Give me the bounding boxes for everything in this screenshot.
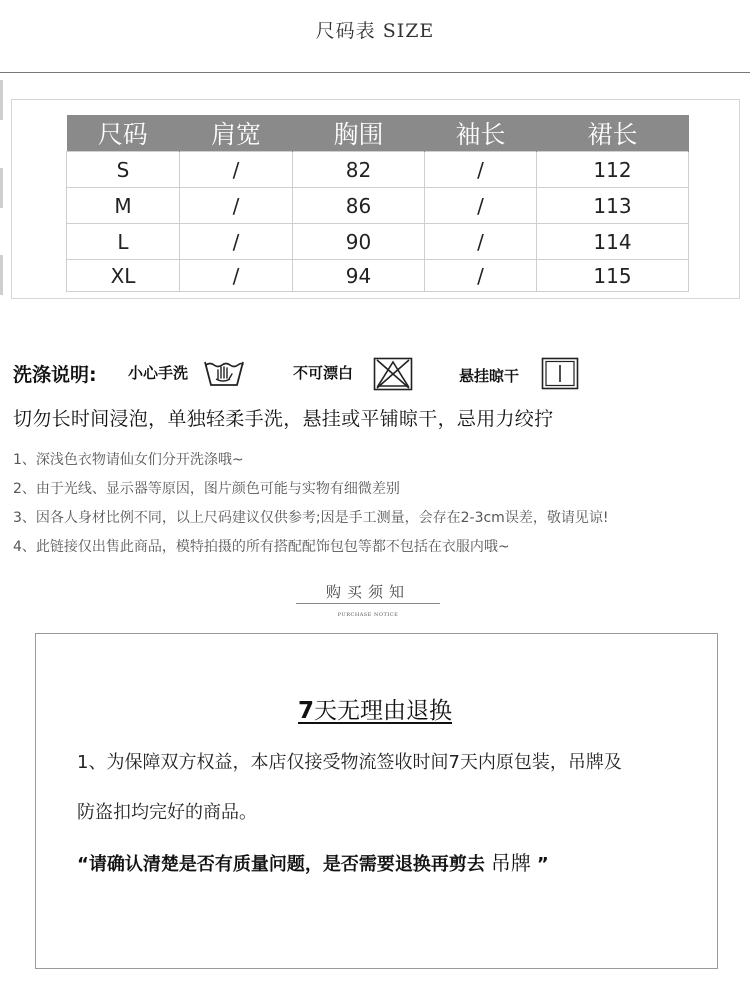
policy-reminder: [77, 847, 549, 876]
table-cell: /: [425, 224, 537, 260]
table-cell: XL: [67, 260, 180, 292]
purchase-notice-title: 购买须知: [325, 583, 410, 601]
table-cell: /: [180, 152, 293, 188]
reminder-close-quote: ”: [536, 854, 549, 875]
wash-heading: 洗涤说明:: [13, 364, 97, 386]
column-header-skirt-length: 裙长: [537, 115, 689, 152]
table-row: [67, 188, 689, 224]
policy-line: 1、为保障双方权益，本店仅接受物流签收时间7天内原包装，吊牌及: [77, 752, 622, 773]
table-cell: 112: [537, 152, 689, 188]
note-item: 3、因各人身材比例不同，以上尺码建议仅供参考;因是手工测量，会存在2-3cm误差，敬请见谅!: [13, 510, 609, 526]
table-cell: /: [425, 152, 537, 188]
no-bleach-icon: [373, 357, 413, 391]
note-item: 1、深浅色衣物请仙女们分开洗涤哦~: [13, 452, 244, 468]
hand-wash-icon: [203, 355, 245, 389]
no-bleach-label: 不可漂白: [293, 364, 354, 382]
hand-wash-label: 小心手洗: [128, 364, 189, 382]
column-header-shoulder: 肩宽: [180, 115, 293, 152]
table-cell: 114: [537, 224, 689, 260]
purchase-notice-subtitle: PURCHASE NOTICE: [337, 612, 399, 618]
hang-dry-label: 悬挂晾干: [459, 367, 520, 385]
table-cell: M: [67, 188, 180, 224]
header-divider: [0, 72, 750, 73]
table-cell: /: [425, 260, 537, 292]
table-cell: 82: [293, 152, 425, 188]
table-row: [67, 152, 689, 188]
return-policy-heading: [0, 692, 750, 725]
note-item: 4、此链接仅出售此商品，模特拍摄的所有搭配配饰包包等都不包括在衣服内哦~: [13, 539, 510, 555]
return-days-number: 7: [297, 698, 314, 724]
size-table: [66, 115, 689, 292]
note-item: 2、由于光线、显示器等原因，图片颜色可能与实物有细微差别: [13, 481, 400, 497]
table-cell: 113: [537, 188, 689, 224]
policy-line: 防盗扣均完好的商品。: [77, 802, 257, 823]
table-cell: /: [180, 224, 293, 260]
column-header-bust: 胸围: [293, 115, 425, 152]
table-cell: L: [67, 224, 180, 260]
table-row: [67, 224, 689, 260]
hang-dry-icon: [541, 357, 579, 390]
table-cell: S: [67, 152, 180, 188]
table-cell: 94: [293, 260, 425, 292]
table-cell: /: [425, 188, 537, 224]
table-cell: 90: [293, 224, 425, 260]
table-cell: 86: [293, 188, 425, 224]
page-title: 尺码表 SIZE: [315, 20, 435, 42]
table-row: [67, 260, 689, 292]
column-header-size: 尺码: [67, 115, 180, 152]
table-cell: /: [180, 260, 293, 292]
return-policy-heading-text: 天无理由退换: [314, 698, 452, 724]
wash-warning: 切勿长时间浸泡，单独轻柔手洗，悬挂或平铺晾干，忌用力绞拧: [13, 408, 554, 430]
reminder-text: “请确认清楚是否有质量问题，是否需要退换再剪去: [77, 854, 485, 875]
purchase-notice-divider: [296, 603, 440, 604]
table-cell: 115: [537, 260, 689, 292]
size-table-header-row: [67, 115, 689, 152]
reminder-tag-word: 吊牌: [490, 851, 531, 875]
table-cell: /: [180, 188, 293, 224]
column-header-sleeve: 袖长: [425, 115, 537, 152]
